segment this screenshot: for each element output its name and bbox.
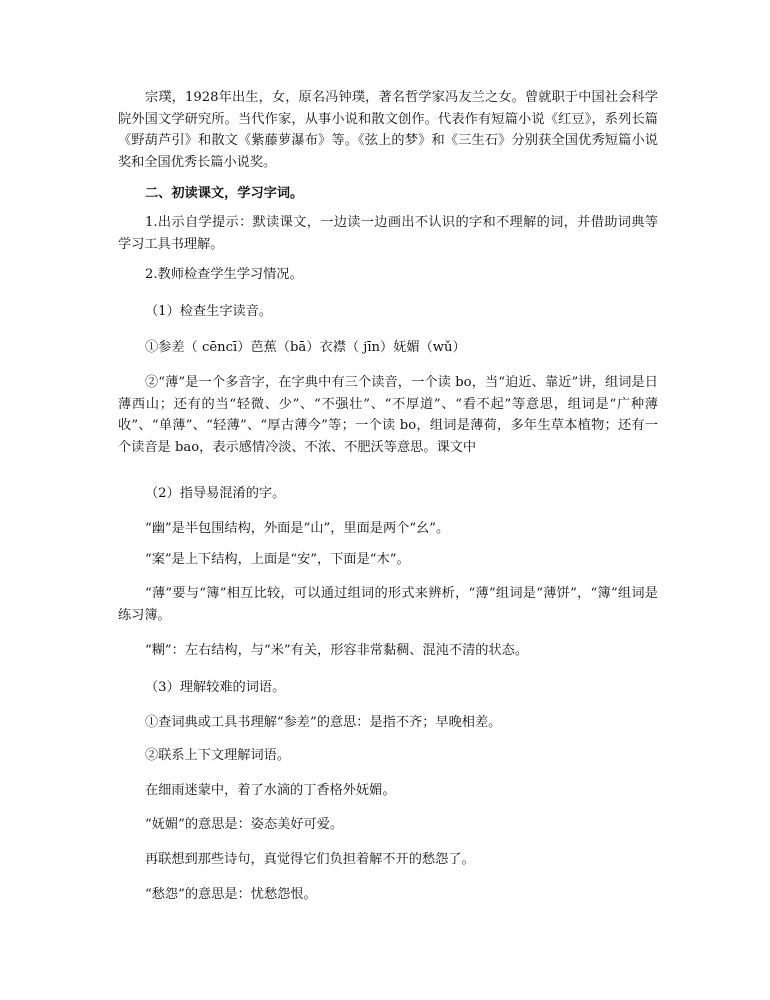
char-note-you: “幽”是半包围结构，外面是“山”，里面是两个“幺”。 bbox=[145, 521, 450, 536]
subsection-confusing-chars: （2）指导易混淆的字。 bbox=[145, 486, 286, 501]
meaning-chouyuan: “愁怨”的意思是：忧愁怨恨。 bbox=[145, 887, 317, 902]
word-note-cenci: ①查词典或工具书理解“参差”的意思：是指不齐；早晚相差。 bbox=[145, 715, 502, 730]
polyphone-paragraph: ②“薄”是一个多音字，在字典中有三个读音，一个读 bo，当“迫近、靠近”讲，组词是日薄西山；还有的当“轻微、少”、“不强壮”、“不厚道”、“看不起”等意思，组词是“广种薄收”、“单薄”、“轻薄”、“厚古薄今”等；一个读 bo，组词是薄荷，多年生草本植物；还有一个读音是 bao，表示感情冷淡、不浓、不肥沃等意思。课文中 bbox=[118, 375, 658, 455]
char-note-hu: “糊”：左右结构，与“米”有关，形容非常黏稠、混沌不清的状态。 bbox=[145, 643, 529, 658]
char-note-an: “案”是上下结构，上面是“安”，下面是“木”。 bbox=[145, 552, 410, 567]
self-study-prompt: 1.出示自学提示：默读课文，一边读一边画出不认识的字和不理解的词，并借助词典等学习工具书理解。 bbox=[118, 215, 658, 252]
pinyin-list: ①参差（ cēncī）芭蕉（bā）衣襟（ jīn）妩媚（wǔ） bbox=[145, 340, 466, 355]
context-instruction: ②联系上下文理解词语。 bbox=[145, 748, 291, 763]
char-note-bao: “薄”要与“簿”相互比较，可以通过组词的形式来辨析，“薄”组词是“薄饼”，“簿”组词是练习簿。 bbox=[118, 586, 658, 623]
meaning-wumei: “妩媚”的意思是：姿态美好可爱。 bbox=[145, 817, 344, 832]
subsection-pronunciation: （1）检查生字读音。 bbox=[145, 304, 273, 319]
author-intro-paragraph: 宗璞，1928年出生，女，原名冯钟璞，著名哲学家冯友兰之女。曾就职于中国社会科学院外国文学研究所。当代作家，从事小说和散文创作。代表作有短篇小说《红豆》，系列长篇《野葫芦引》和散文《紫藤萝瀑布》等。《弦上的梦》和《三生石》分别获全国优秀短篇小说奖和全国优秀长篇小说奖。 bbox=[118, 90, 658, 170]
teacher-check-item: 2.教师检查学生学习情况。 bbox=[145, 267, 303, 282]
section-heading: 二、初读课文，学习字词。 bbox=[145, 186, 304, 201]
example-sentence-2: 再联想到那些诗句，真觉得它们负担着解不开的愁怨了。 bbox=[145, 852, 475, 867]
subsection-difficult-words: （3）理解较难的词语。 bbox=[145, 680, 286, 695]
example-sentence-1: 在细雨迷蒙中，着了水滴的丁香格外妩媚。 bbox=[145, 783, 396, 798]
